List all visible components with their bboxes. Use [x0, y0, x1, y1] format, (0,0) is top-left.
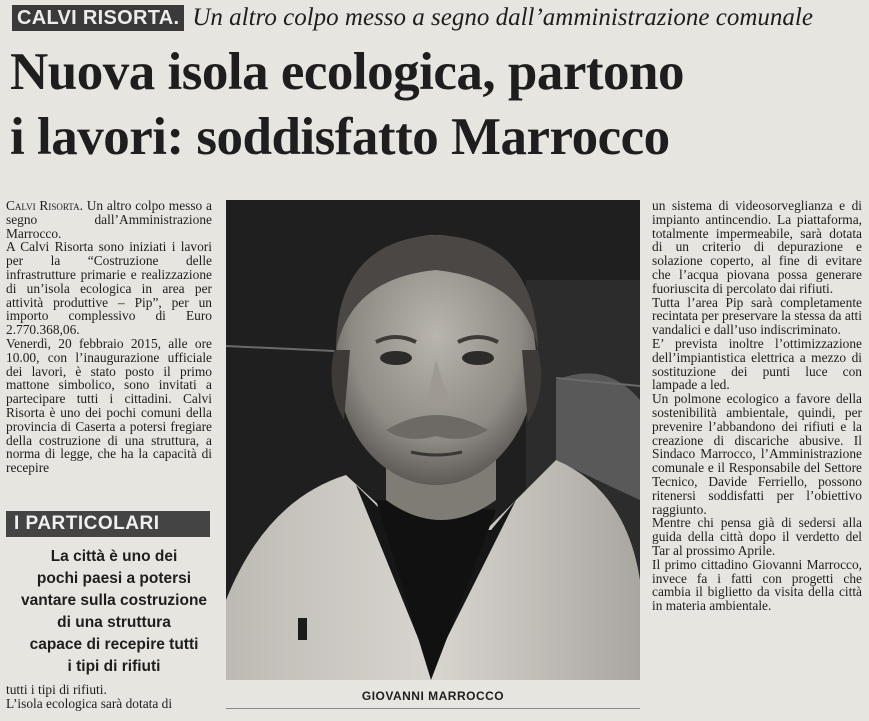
- article-column-right: un sistema di videosorveglianza e di impianto antincendio. La piattaforma, totalmente impermeabile, sarà dotata di un criterio di depurazione e solazione coperto, al fine di evitare che l’acqua piovana possa generare fuoriuscita di percolato dai rifiuti. Tutta l’area Pip sarà completamente recintata per preservare la stessa da atti vandalici e dall’uso indiscriminato. E’ prevista inoltre l’ottimizzazione dell’impiantistica elettrica a mezzo di sostituzione dei punti luce con lampade a led. Un polmone ecologico a favore della sostenibilità ambientale, quindi, per prevenire l’abbandono dei rifiuti e la creazione di discariche abusive. Il Sindaco Marrocco, l’Amministrazione comunale e il Responsabile del Settore Tecnico, Davide Ferriello, possono ritenersi soddisfatti per l’obiettivo raggiunto. Mentre chi pensa già di sedersi alla guida della città dopo il verdetto del Tar al prossimo Aprile. Il primo cittadino Giovanni Marrocco, invece fa i fatti con progetti che cambia il biglietto da visita della città in materia ambientale.: [652, 199, 862, 614]
- kicker-place: CALVI RISORTA.: [12, 5, 184, 31]
- kicker: [12, 4, 862, 34]
- portrait-photo: [226, 200, 640, 680]
- sidebar-box-title: I PARTICOLARI: [6, 511, 210, 537]
- article-column-left: [6, 199, 212, 519]
- kicker-subtitle: Un altro colpo messo a segno dall’amministrazione comunale: [192, 4, 813, 31]
- headline: Nuova isola ecologica, partono i lavori: soddisfatto Marrocco: [10, 43, 684, 166]
- portrait-illustration: [226, 200, 640, 680]
- photo-caption: GIOVANNI MARROCCO: [226, 684, 640, 709]
- dateline: Calvi Risorta.: [6, 199, 83, 213]
- left-column-text: Un altro colpo messo a segno dall’Amministrazione Marrocco. A Calvi Risorta sono iniziati i lavori per la “Costruzione delle infrastrutture primarie e realizzazione di un’isola ecologica in area per attività produttive – Pip”, per un importo complessivo di Euro 2.770.368,06. Venerdì, 20 febbraio 2015, alle ore 10.00, con l’inaugurazione ufficiale dei lavori, è stato posto il primo mattone simbolico, sono invitati a partecipare tutti i cittadini. Calvi Risorta è uno dei pochi comuni della provincia di Caserta a potersi fregiare della costruzione di una struttura, a norma di legge, che ha la capacità di recepire: [6, 199, 212, 476]
- left-column-continuation: tutti i tipi di rifiuti. L’isola ecologica sarà dotata di: [6, 683, 173, 711]
- sidebar-box-text: La città è uno dei pochi paesi a potersi vantare sulla costruzione di una struttura capace di recepire tutti i tipi di rifiuti: [20, 548, 208, 675]
